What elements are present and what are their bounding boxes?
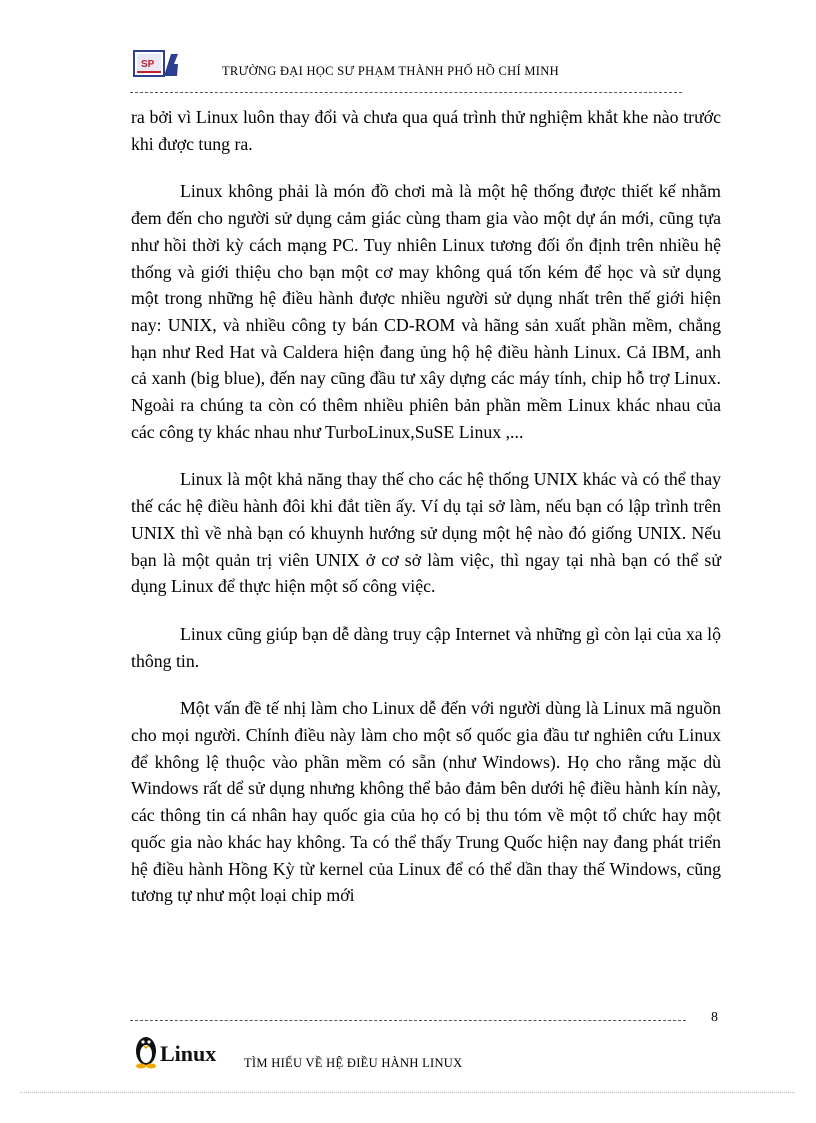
svg-text:SP: SP [141,59,155,70]
header-divider [130,92,682,93]
paragraph: Linux cũng giúp bạn dễ dàng truy cập Internet và những gì còn lại của xa lộ thông tin. [131,623,721,671]
footer-title: TÌM HIỂU VỀ HỆ ĐIỀU HÀNH LINUX [244,1056,463,1070]
linux-logo [134,1031,226,1069]
university-logo [133,50,179,77]
paragraph: Linux là một khả năng thay thế cho các hệ thống UNIX khác và có thể thay thế các hệ điều hành đôi khi đắt tiền ấy. Ví dụ tại sở làm, nếu bạn có lập trình trên UNIX thì về nhà bạn có khuynh hướng sử dụng một hệ nào đó giống UNIX. Nếu bạn là một quản trị viên UNIX ở cơ sở làm việc, thì ngay tại nhà bạn có thể sử dụng Linux để thực hiện một số công việc. [131,469,721,597]
linux-logo-text: Linux [160,1041,217,1066]
paragraph: Linux không phải là món đồ chơi mà là một hệ thống được thiết kế nhằm đem đến cho người sử dụng cảm giác cùng tham gia vào một dự án mới, cũng tựa như hồi thời kỳ cách mạng PC. Tuy nhiên Linux tương đối ổn định trên nhiều hệ thống và giới thiệu cho bạn một cơ may không quá tốn kém để học và sử dụng một trong những hệ điều hành được nhiều người sử dụng nhất trên thế giới hiện nay: UNIX, và nhiều công ty bán CD-ROM và hãng sản xuất phần mềm, chẳng hạn như Red Hat và Caldera hiện đang ủng hộ hệ điều hành Linux. Cả IBM, anh cả xanh (big blue), đến nay cũng đầu tư xây dựng các máy tính, chip hỗ trợ Linux. Ngoài ra chúng ta còn có thêm nhiều phiên bản phần mềm Linux khác nhau của các công ty khác nhau như TurboLinux,SuSE Linux ,... [131,181,721,442]
paragraph: Một vấn đề tế nhị làm cho Linux dễ đến với người dùng là Linux mã nguồn cho mọi người. Chính điều này làm cho một số quốc gia đầu tư nghiên cứu Linux để không lệ thuộc vào phần mềm có sẵn (như Windows). Họ cho rằng mặc dù Windows rất dể sử dụng nhưng không thể bảo đảm bên dưới hệ điều hành kín này, các thông tin cá nhân hay quốc gia của họ có bị thu tóm về một tổ chức hay một quốc gia nào khác hay không. Ta có thể thấy Trung Quốc hiện nay đang phát triển hệ điều hành Hồng Kỳ từ kernel của Linux để có thể dần thay thế Windows, cũng tương tự như một loại chip mới [131,698,721,906]
paragraph: ra bởi vì Linux luôn thay đổi và chưa qua quá trình thử nghiệm khắt khe nào trước khi được tung ra. [131,107,721,154]
header-title: TRƯỜNG ĐẠI HỌC SƯ PHẠM THÀNH PHỐ HỒ CHÍ MINH [222,64,559,78]
page-bottom-divider [20,1092,795,1093]
document-body [131,104,721,909]
page-number: 8 [711,1010,718,1025]
footer-divider [130,1020,686,1021]
